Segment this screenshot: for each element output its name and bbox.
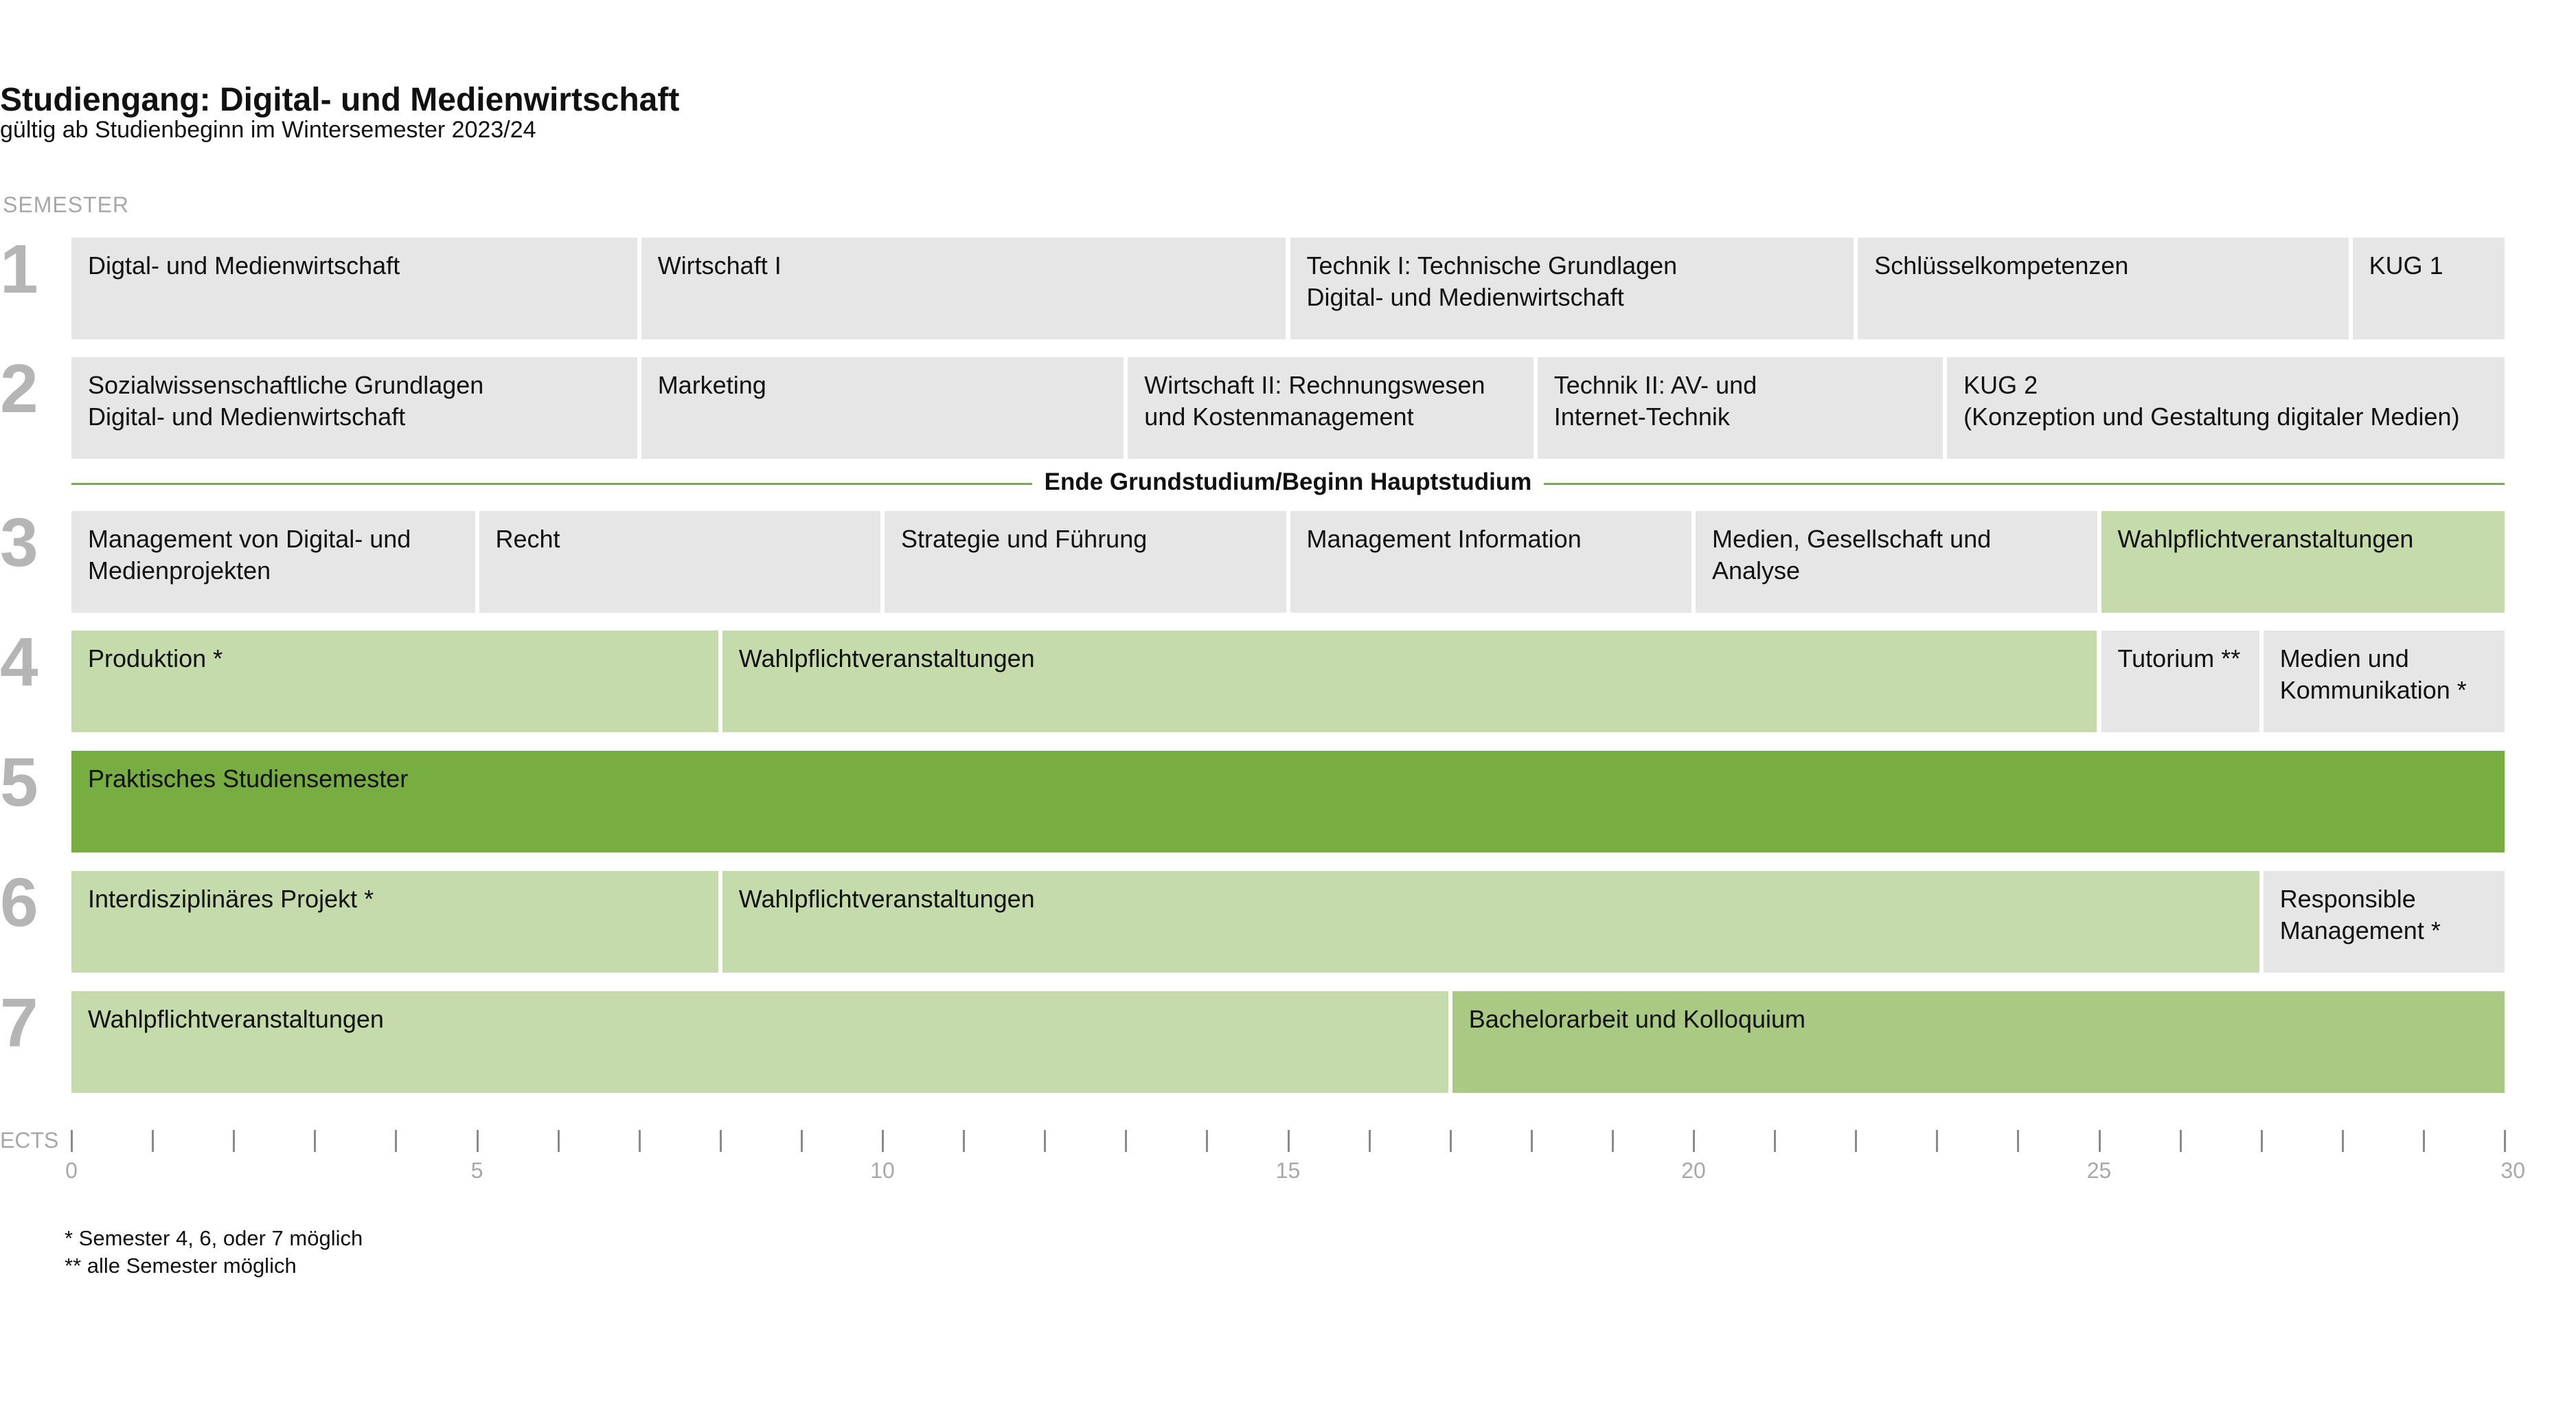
module-cell [71, 511, 475, 613]
ects-tick [1450, 1130, 1452, 1152]
ects-tick [152, 1130, 154, 1152]
ects-tick-label: 25 [2086, 1158, 2112, 1183]
module-label: Sozialwissenschaftliche Grundlagen [88, 371, 484, 399]
ects-tick-label: 10 [870, 1158, 895, 1183]
ects-tick [2180, 1130, 2182, 1152]
ects-tick [1855, 1130, 1857, 1152]
ects-tick [1612, 1130, 1614, 1152]
module-label: Wirtschaft II: Rechnungswesen [1144, 371, 1485, 399]
semester-number: 2 [0, 350, 38, 427]
module-label: Wirtschaft I [657, 251, 782, 280]
ects-tick-label: 5 [470, 1158, 483, 1183]
module-cell [2264, 871, 2505, 973]
page-title: Studiengang: Digital- und Medienwirtschaft [0, 82, 680, 118]
footnote-single: * Semester 4, 6, oder 7 möglich [65, 1226, 363, 1250]
ects-tick [2017, 1130, 2019, 1152]
semester-axis-label: SEMESTER [3, 192, 130, 217]
ects-tick [2099, 1130, 2101, 1152]
ects-tick [233, 1130, 235, 1152]
ects-tick [1206, 1130, 1208, 1152]
module-label: Medien, Gesellschaft und [1712, 525, 1992, 553]
semester-number: 6 [0, 864, 38, 941]
module-cell [71, 751, 2505, 852]
module-label: KUG 2 [1963, 371, 2038, 399]
phase-divider-label: Ende Grundstudium/Beginn Hauptstudium [1032, 468, 1545, 495]
module-label: Management * [2279, 916, 2441, 944]
module-cell [71, 238, 637, 339]
module-label: Tutorium ** [2117, 644, 2241, 672]
semester-number: 3 [0, 504, 38, 581]
ects-tick [1774, 1130, 1776, 1152]
module-label: Interdisziplinäres Projekt * [88, 885, 374, 913]
module-label: (Konzeption und Gestaltung digitaler Medien) [1963, 403, 2460, 431]
module-label: Wahlpflichtveranstaltungen [2117, 525, 2414, 553]
module-label: und Kostenmanagement [1144, 403, 1414, 431]
module-label: Management Information [1306, 525, 1582, 553]
module-cell [1947, 357, 2505, 459]
module-cell [1128, 357, 1533, 459]
module-cell [2353, 238, 2505, 339]
ects-tick [720, 1130, 722, 1152]
ects-tick [477, 1130, 479, 1152]
ects-tick [2504, 1130, 2506, 1152]
module-label: Internet-Technik [1553, 403, 1730, 431]
ects-tick [1936, 1130, 1938, 1152]
module-label: KUG 1 [2369, 251, 2443, 280]
module-cell [641, 357, 1124, 459]
ects-tick [639, 1130, 641, 1152]
ects-tick [1125, 1130, 1127, 1152]
ects-tick-label: 0 [65, 1158, 78, 1183]
ects-tick [1288, 1130, 1290, 1152]
module-label: Strategie und Führung [901, 525, 1148, 553]
module-label: Recht [495, 525, 560, 553]
phase-divider-line [71, 483, 2505, 485]
module-label: Kommunikation * [2279, 676, 2467, 704]
module-label: Medienprojekten [88, 556, 271, 585]
module-cell [1290, 238, 1854, 339]
module-label: Digtal- und Medienwirtschaft [88, 251, 400, 280]
module-cell [71, 357, 637, 459]
ects-tick [314, 1130, 316, 1152]
ects-tick [1369, 1130, 1371, 1152]
module-cell [2101, 511, 2505, 613]
module-label: Schlüsselkompetenzen [1874, 251, 2129, 280]
module-cell [71, 871, 718, 973]
module-label: Medien und [2279, 644, 2409, 672]
module-label: Technik II: AV- und [1553, 371, 1757, 399]
module-label: Praktisches Studiensemester [88, 765, 409, 793]
ects-tick [882, 1130, 884, 1152]
module-label: Wahlpflichtveranstaltungen [738, 885, 1035, 913]
ects-tick [2423, 1130, 2425, 1152]
module-cell [71, 991, 1448, 1093]
module-cell [1452, 991, 2505, 1093]
module-cell [722, 871, 2259, 973]
module-cell [1538, 357, 1943, 459]
module-label: Digital- und Medienwirtschaft [1306, 283, 1624, 311]
module-cell [641, 238, 1286, 339]
module-cell [722, 631, 2097, 732]
ects-tick [801, 1130, 803, 1152]
semester-number: 1 [0, 231, 38, 308]
ects-axis-label: ECTS [0, 1128, 59, 1153]
ects-tick-label: 20 [1681, 1158, 1706, 1183]
module-cell [885, 511, 1286, 613]
module-cell [479, 511, 881, 613]
semester-number: 5 [0, 744, 38, 821]
semester-number: 4 [0, 624, 38, 701]
module-label: Wahlpflichtveranstaltungen [88, 1005, 384, 1033]
module-label: Produktion * [88, 644, 223, 672]
module-label: Bachelorarbeit und Kolloquium [1468, 1005, 1805, 1033]
ects-tick [1693, 1130, 1695, 1152]
semester-number: 7 [0, 984, 38, 1061]
ects-tick [2261, 1130, 2263, 1152]
footnote-double: ** alle Semester möglich [65, 1254, 297, 1278]
ects-tick-label: 15 [1275, 1158, 1301, 1183]
ects-tick [2342, 1130, 2344, 1152]
ects-tick [1044, 1130, 1046, 1152]
module-label: Digital- und Medienwirtschaft [88, 403, 406, 431]
module-cell [71, 631, 718, 732]
module-label: Management von Digital- und [88, 525, 411, 553]
module-cell [2101, 631, 2259, 732]
module-label: Wahlpflichtveranstaltungen [738, 644, 1035, 672]
module-label: Responsible [2279, 885, 2416, 913]
page-subtitle: gültig ab Studienbeginn im Wintersemester 2023/24 [0, 117, 536, 143]
module-cell [1290, 511, 1692, 613]
ects-tick [558, 1130, 560, 1152]
phase-divider [0, 468, 2576, 496]
module-label: Technik I: Technische Grundlagen [1306, 251, 1678, 280]
module-cell [1696, 511, 2097, 613]
module-label: Analyse [1712, 556, 1801, 585]
ects-tick [71, 1130, 73, 1152]
module-cell [1858, 238, 2348, 339]
module-cell [2264, 631, 2505, 732]
ects-tick-label: 30 [2500, 1158, 2525, 1183]
ects-tick [395, 1130, 397, 1152]
module-label: Marketing [657, 371, 766, 399]
ects-tick [1531, 1130, 1533, 1152]
ects-tick [963, 1130, 965, 1152]
